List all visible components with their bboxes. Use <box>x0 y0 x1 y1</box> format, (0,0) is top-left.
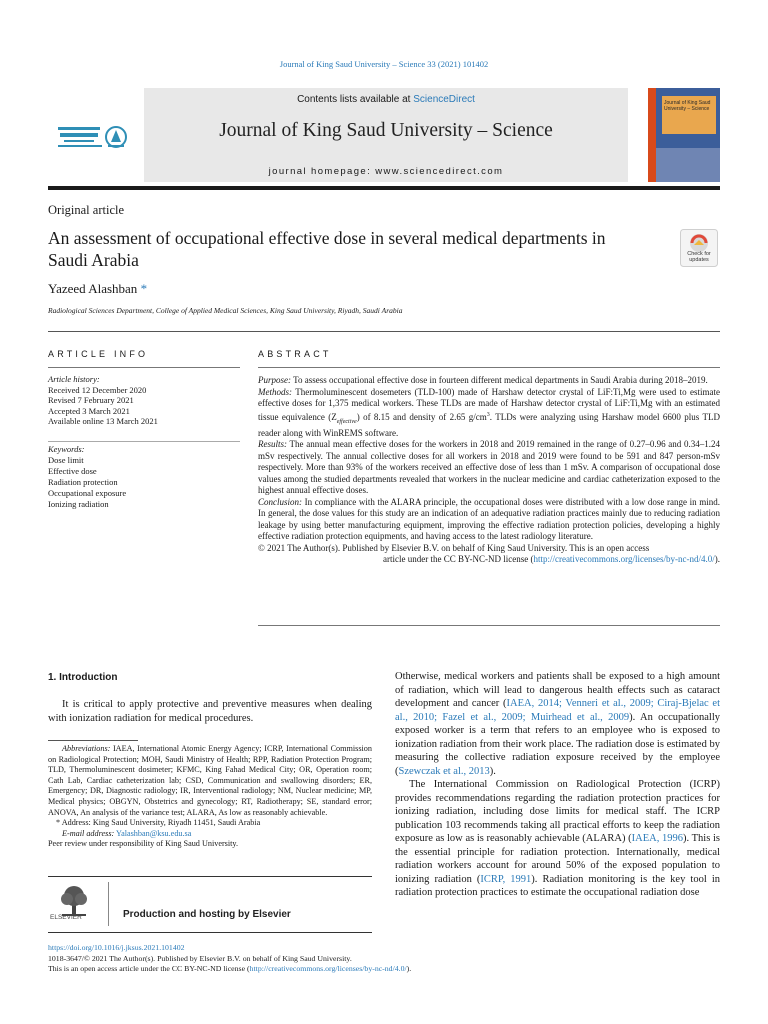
article-info-rule <box>48 367 240 368</box>
p2-text-c: ). Radiation monitoring is the key tool in radiation protection practices to estimate the occupational radiation dose <box>395 873 720 898</box>
purpose-label: Purpose: <box>258 375 291 385</box>
abstract-body <box>258 375 720 566</box>
check-for-updates-label: Check for updates <box>687 251 711 263</box>
masthead-title-block <box>144 88 628 182</box>
address-text: Address: King Saud University, Riyadh 11451, Saudi Arabia <box>60 818 261 828</box>
page-footer <box>48 943 720 975</box>
abbreviations-label: Abbreviations: <box>62 744 111 753</box>
issn-line: 1018-3647/© 2021 The Author(s). Published by Elsevier B.V. on behalf of King Saud University. <box>48 953 352 963</box>
email-footnote <box>48 829 372 840</box>
affiliation: Radiological Sciences Department, College of Applied Medical Sciences, King Saud University, Riyadh, Saudi Arabia <box>48 306 403 315</box>
p1-text-a: Otherwise, medical workers and patients shall be exposed to a high amount of radiation, which will lead to dangerous health effects such as cataract development and cancer ( <box>395 671 720 709</box>
keyword-item: Occupational exposure <box>48 488 127 498</box>
methods-text-c: . TLDs were analyzing using Harshaw model 6600 plus TLD reader along with WinREMS software. <box>258 411 720 438</box>
history-label: Article history: <box>48 374 100 384</box>
top-citation-link[interactable]: Journal of King Saud University – Science 33 (2021) 101402 <box>279 59 489 69</box>
homepage-line <box>144 166 628 177</box>
sciencedirect-link[interactable]: ScienceDirect <box>413 94 475 105</box>
keyword-item: Dose limit <box>48 455 84 465</box>
methods-label: Methods: <box>258 386 292 397</box>
article-info-heading: ARTICLE INFO <box>48 349 149 359</box>
methods-text-a: Thermoluminescent dosemeters (TLD-100) made of Harshaw detector crystal of LiF:Ti,Mg were used to estimate effective doses for 1,375 medical workers. These TLDs are made of Harshaw detector crystal of LiF:Ti,Mg with an estimated tissue equivalence (Z <box>258 386 720 422</box>
homepage-prefix: journal homepage: <box>268 166 376 177</box>
ref-link[interactable]: ICRP, 1991 <box>480 873 532 885</box>
cover-band <box>656 148 720 182</box>
masthead-rule <box>48 186 720 190</box>
footer-license-link[interactable]: http://creativecommons.org/licenses/by-nc-nd/4.0/ <box>249 964 407 973</box>
footnote-rule <box>48 740 138 741</box>
author-name: Yazeed Alashban <box>48 281 138 296</box>
cover-text: Journal of King Saud University – Science <box>664 100 711 112</box>
history-received: Received 12 December 2020 <box>48 384 147 395</box>
doi-link[interactable]: https://doi.org/10.1016/j.jksus.2021.101402 <box>48 943 185 952</box>
abstract-methods <box>258 387 720 440</box>
history-revised: Revised 7 February 2021 <box>48 395 134 406</box>
journal-title: Journal of King Saud University – Science <box>219 120 553 141</box>
email-link[interactable]: Yalashban@ksu.edu.sa <box>115 828 192 838</box>
methods-subscript: effective <box>336 418 357 425</box>
keyword-item: Radiation protection <box>48 477 118 487</box>
journal-cover-thumbnail <box>648 88 720 182</box>
contents-line <box>144 94 628 105</box>
intro-left-paragraph: It is critical to apply protective and preventive measures when dealing with ionization radiation for medical procedures. <box>48 699 372 724</box>
purpose-text: To assess occupational effective dose in fourteen different medical departments in Saudi Arabia during 2018–2019. <box>291 375 708 385</box>
elsevier-box <box>48 876 372 933</box>
abstract-bottom-rule <box>258 625 720 626</box>
abstract-license <box>258 554 720 566</box>
university-logo <box>48 88 144 188</box>
ref-link[interactable]: IAEA, 2014; Venneri et al., 2009; Ciraj-Bjelac et al., 2010; Fazel et al., 2009; Muirhead et al., 2009 <box>395 698 721 723</box>
homepage-link[interactable]: www.sciencedirect.com <box>375 166 504 177</box>
ref-link[interactable]: Szewczak et al., 2013 <box>398 765 490 777</box>
keywords-label: Keywords: <box>48 444 85 454</box>
footnotes <box>48 744 372 850</box>
p2-text-a: The International Commission on Radiological Protection (ICRP) provides recommendations regarding the radiation protection practices for ionizing radiation, including dose limits for medical staff. The ICRP publication 103 recommends taking all practical efforts to keep the radiation exposure as low as is reasonably achievable (ALARA) ( <box>395 779 720 844</box>
peer-review-note: Peer review under responsibility of King Saud University. <box>48 839 239 849</box>
elsevier-label: ELSEVIER <box>50 914 82 921</box>
p1-text-c: ). <box>489 765 496 777</box>
abstract-results <box>258 439 720 497</box>
article-type: Original article <box>48 203 125 217</box>
title-rule <box>48 331 720 332</box>
footer-license-text: This is an open access article under the CC BY-NC-ND license ( <box>48 964 250 973</box>
elsevier-hosting-text: Production and hosting by Elsevier <box>123 909 291 920</box>
contents-prefix: Contents lists available at <box>297 94 414 105</box>
abbreviations-footnote <box>48 744 372 818</box>
abstract-copyright: © 2021 The Author(s). Published by Elsevier B.V. on behalf of King Saud University. This is an open access <box>258 542 650 553</box>
keywords-rule <box>48 441 240 442</box>
p1-text-b: ). An occupationally exposed worker is a term that refers to an employee who is exposed to ionization radiation from their work place. The radiation dose is estimated by measuring the collective radiation exposure received by the employee ( <box>395 711 720 777</box>
cover-strip <box>648 88 656 182</box>
footer-license-line <box>48 964 720 975</box>
keyword-item: Ionizing radiation <box>48 499 109 509</box>
intro-right-column <box>395 670 720 900</box>
abbreviations-text: IAEA, International Atomic Energy Agency; ICRP, International Commission on Radiological Protection; MOH, Saudi Ministry of Health; RPP, Radiation Protection Program; TLD, Thermoluminescent dosimeter; KFMC, King Fahad Medical City; OR, Operation room; Cath Lab, Cardiac catheterization lab; CSD, Communication and swallowing disorders; ER, Emergency; DR, Diagnostic radiology; IR, Interventional radiology; NM, Nuclear medicine; MP, Medical physics; OBGYN, Obstetrics and gynecology; RT, Radiotherapy; SE, standard error; ANOVA, An analysis of the variance test; ALARA, As low as reasonably achievable. <box>48 744 372 817</box>
results-text: The annual mean effective doses for the workers in 2018 and 2019 remained in the range of 0.27–0.96 and 0.34–1.24 mSv respectively. The annual collective doses for all workers in 2018 and 2019 were found to be 591 and 847 person-mSv respectively. More than 93% of the workers received an effective dose of less than 1 mSv. A comparison of occupational dose values among the studied departments revealed that workers in the nuclear medicine and cardiac catheterization exposed to the highest annual effective doses. <box>258 439 720 496</box>
email-label: E-mail address: <box>62 828 115 838</box>
history-online: Available online 13 March 2021 <box>48 416 158 427</box>
license-close: ). <box>714 554 720 565</box>
article-title: An assessment of occupational effective dose in several medical departments in Saudi Arabia <box>48 228 606 270</box>
ksu-logo-icon <box>56 123 136 153</box>
methods-text-b: ) of 8.15 and density of 2.65 g/cm <box>356 411 487 422</box>
footer-license-close: ). <box>406 964 412 973</box>
author-footnote-mark[interactable]: * <box>140 281 148 296</box>
abstract-conclusion <box>258 497 720 543</box>
journal-masthead <box>48 88 720 188</box>
address-mark: * <box>56 818 61 828</box>
intro-right-paragraph-2 <box>395 778 720 900</box>
conclusion-text: In compliance with the ALARA principle, the occupational doses were distributed with a low dose range in mind. In general, the dose values for this study are an indication of an adequative radiation practices mainly due to reducing radiation leakage by using better manufacturing equipment, improving the effective radiation protection policies, developing a highly effective radiation protection equipments, and having access to the latest radiology literature. <box>258 496 720 542</box>
ref-link[interactable]: IAEA, 1996 <box>631 833 684 844</box>
abstract-rule <box>258 367 720 368</box>
methods-superscript: 3 <box>486 411 490 418</box>
p2-text-b: ). This is the essential principle for radiation protection. Internationally, medical radiation workers account for around 50% of the exposed population to ionizing radiation ( <box>395 833 720 885</box>
conclusion-label: Conclusion: <box>258 496 302 507</box>
author-line <box>48 281 147 297</box>
intro-heading: 1. Introduction <box>48 672 118 683</box>
elsevier-divider <box>108 882 109 926</box>
address-footnote <box>48 818 372 829</box>
results-label: Results: <box>258 439 287 450</box>
keywords <box>48 444 240 510</box>
license-text: article under the CC BY-NC-ND license ( <box>382 554 534 565</box>
license-link[interactable]: http://creativecommons.org/licenses/by-nc-nd/4.0/ <box>533 554 715 565</box>
abstract-purpose <box>258 375 720 387</box>
article-history <box>48 374 240 427</box>
intro-right-paragraph-1 <box>395 670 720 778</box>
abstract-heading: ABSTRACT <box>258 349 332 359</box>
history-accepted: Accepted 3 March 2021 <box>48 405 130 416</box>
keyword-item: Effective dose <box>48 466 97 476</box>
